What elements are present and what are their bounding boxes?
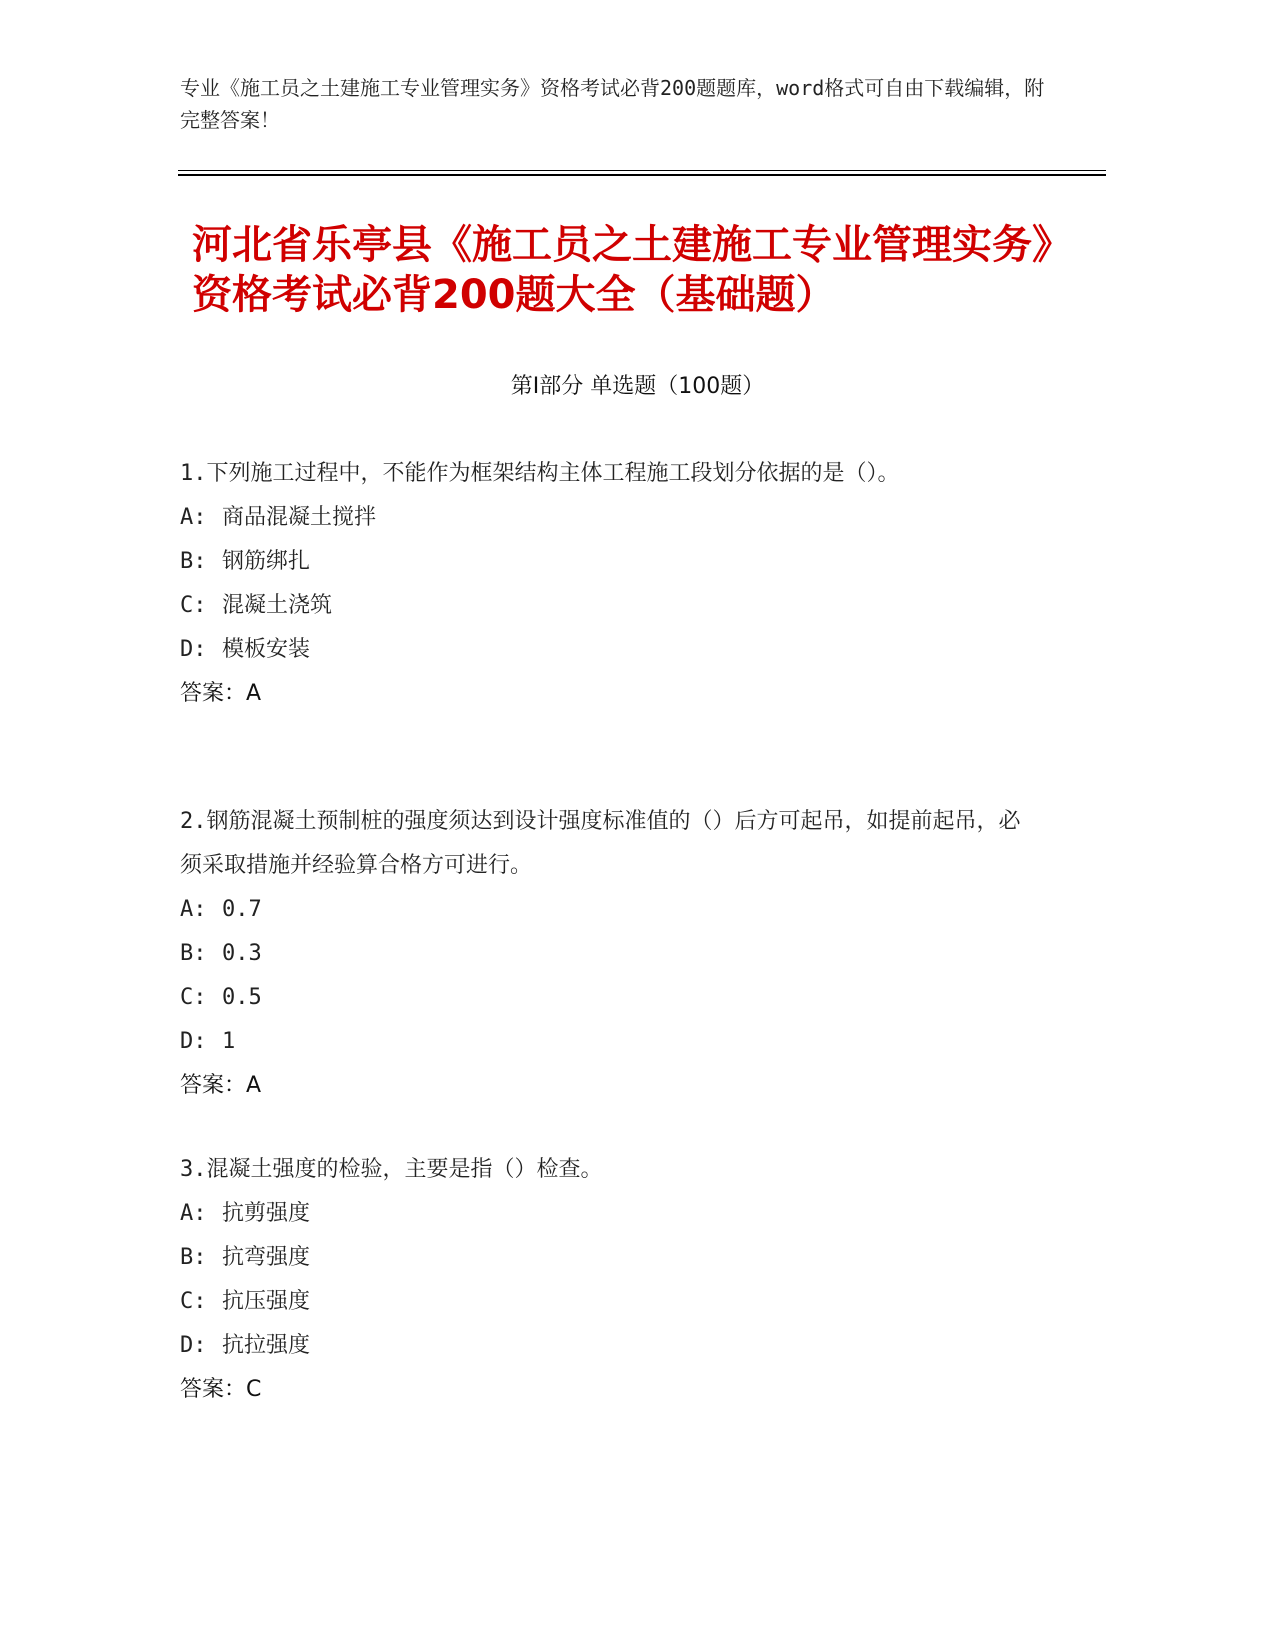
option-text: 1 — [222, 1029, 236, 1054]
option-text: 0.3 — [222, 941, 262, 966]
option-c — [180, 976, 1030, 1020]
option-letter: A: — [180, 897, 207, 922]
option-text: 0.7 — [222, 897, 262, 922]
option-d — [180, 1324, 1030, 1368]
answer-line: 答案：C — [180, 1377, 262, 1402]
question-1 — [180, 452, 1030, 716]
option-text: 抗弯强度 — [222, 1245, 311, 1270]
question-stem: 1.下列施工过程中，不能作为框架结构主体工程施工段划分依据的是（）。 — [180, 461, 900, 486]
option-a — [180, 1192, 1030, 1236]
option-b — [180, 540, 1030, 584]
option-letter: D: — [180, 1029, 207, 1054]
option-d — [180, 628, 1030, 672]
option-b — [180, 932, 1030, 976]
option-a — [180, 888, 1030, 932]
option-text: 抗拉强度 — [222, 1333, 311, 1358]
option-text: 钢筋绑扎 — [222, 549, 311, 574]
option-letter: D: — [180, 637, 207, 662]
option-d — [180, 1020, 1030, 1064]
option-letter: B: — [180, 941, 207, 966]
header-note: 专业《施工员之土建施工专业管理实务》资格考试必背200题题库，word格式可自由下载编辑，附完整答案！ — [180, 76, 1045, 132]
header-divider-thin — [178, 170, 1106, 171]
document-title: 河北省乐亭县《施工员之土建施工专业管理实务》资格考试必背200题大全（基础题） — [192, 222, 1072, 318]
option-text: 模板安装 — [222, 637, 311, 662]
question-3 — [180, 1148, 1030, 1412]
option-letter: C: — [180, 593, 207, 618]
question-2 — [180, 800, 1030, 1108]
question-stem: 2.钢筋混凝土预制桩的强度须达到设计强度标准值的（）后方可起吊，如提前起吊，必须采取措施并经验算合格方可进行。 — [180, 809, 1021, 878]
option-letter: D: — [180, 1333, 207, 1358]
option-text: 商品混凝土搅拌 — [222, 505, 377, 530]
option-text: 抗剪强度 — [222, 1201, 311, 1226]
section-title: 第I部分 单选题（100题） — [510, 374, 765, 399]
option-a — [180, 496, 1030, 540]
option-c — [180, 584, 1030, 628]
option-b — [180, 1236, 1030, 1280]
option-text: 抗压强度 — [222, 1289, 311, 1314]
option-letter: B: — [180, 549, 207, 574]
option-letter: A: — [180, 1201, 207, 1226]
answer-line: 答案：A — [180, 681, 262, 706]
question-stem: 3.混凝土强度的检验，主要是指（）检查。 — [180, 1157, 603, 1182]
option-letter: C: — [180, 1289, 207, 1314]
option-text: 0.5 — [222, 985, 262, 1010]
option-letter: A: — [180, 505, 207, 530]
header-divider-thick — [178, 174, 1106, 176]
answer-line: 答案：A — [180, 1073, 262, 1098]
option-letter: C: — [180, 985, 207, 1010]
option-c — [180, 1280, 1030, 1324]
option-letter: B: — [180, 1245, 207, 1270]
option-text: 混凝土浇筑 — [222, 593, 333, 618]
